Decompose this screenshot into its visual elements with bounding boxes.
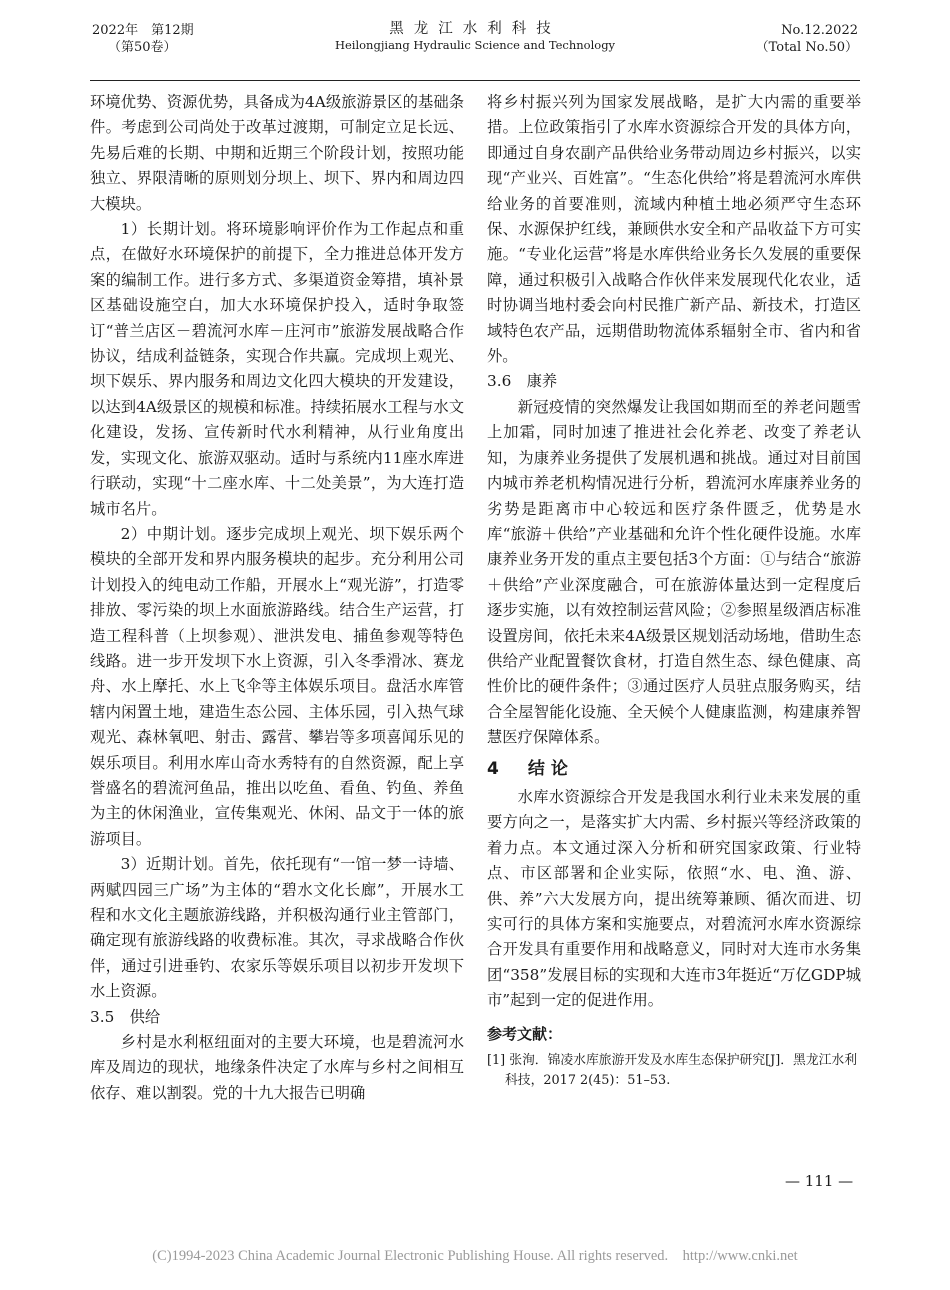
header-left — [92, 22, 194, 56]
paragraph-short-term-plan: 3）近期计划。首先，依托现有“一馆一梦一诗墙、两赋四园三广场”为主体的“碧水文化长廊”，开展水工程和水文化主题旅游线路，并积极沟通行业主管部门，确定现有旅游线路的收费标准。其次，寻求战略合作伙伴，通过引进垂钓、农家乐等娱乐项目以初步开发坝下水上资源。 — [90, 855, 464, 1001]
header-rule — [90, 80, 860, 81]
paragraph-mid-term-plan: 2）中期计划。逐步完成坝上观光、坝下娱乐两个模块的全部开发和界内服务模块的起步。充分利用公司计划投入的纯电动工作船，开展水上“观光游”，打造零排放、零污染的坝上水面旅游路线。结合生产运营，打造工程科普（上坝参观）、泄洪发电、捕鱼参观等特色线路。进一步开发坝下水上资源，引入冬季滑冰、赛龙舟、水上摩托、水上飞伞等主体娱乐项目。盘活水库管辖内闲置土地，建造生态公园、主体乐园，引入热气球观光、森林氧吧、射击、露营、攀岩等多项喜闻乐见的娱乐项目。利用水库山奇水秀特有的自然资源，配上享誉盛名的碧流河鱼品，推出以吃鱼、看鱼、钓鱼、养鱼为主的休闲渔业，宣传集观光、休闲、品文于一体的旅游项目。 — [90, 524, 464, 848]
paragraph-long-term-plan: 1）长期计划。将环境影响评价作为工作起点和重点，在做好水环境保护的前提下，全力推进总体开发方案的编制工作。进行多方式、多渠道资金筹措，填补景区基础设施空白，加大水环境保护投入，适时争取签订“普兰店区－碧流河水库－庄河市”旅游发展战略合作协议，结成利益链条，实现合作共赢。完成坝上观光、坝下娱乐、界内服务和周边文化四大模块的开发建设，以达到4A级景区的规模和标准。持续拓展水工程与水文化建设，发扬、宣传新时代水利精神，从行业角度出发，实现文化、旅游双驱动。适时与系统内11座水库进行联动，实现“十二座水库、十二处美景”，为大连打造城市名片。 — [90, 220, 464, 518]
copyright-watermark: (C)1994-2023 China Academic Journal Electronic Publishing House. All rights reserved. http://www.cnki.net — [152, 1248, 798, 1264]
paragraph-supply-continued: 将乡村振兴列为国家发展战略，是扩大内需的重要举措。上位政策指引了水库水资源综合开发的具体方向，即通过自身农副产品供给业务带动周边乡村振兴，以实现“产业兴、百姓富”。“生态化供给”将是碧流河水库供给业务的首要准则，流域内种植土地必须严守生态环保、水源保护红线，兼顾供水安全和产品收益下方可实施。“专业化运营”将是水库供给业务长久发展的重要保障，通过积极引入战略合作伙伴来发展现代化农业，适时协调当地村委会向村民推广新产品、新技术，打造区域特色农产品，远期借助物流体系辐射全市、省内和省外。 — [487, 93, 861, 366]
references-title: 参考文献： — [487, 1024, 563, 1043]
right-column — [487, 90, 861, 1091]
journal-title-en: Heilongjiang Hydraulic Science and Technology — [334, 38, 616, 52]
journal-title-cn: 黑龙江水利科技 — [389, 21, 561, 37]
section-heading-3-5: 3.5 供给 — [90, 1007, 161, 1026]
total-number: （Total No.50） — [755, 40, 858, 55]
header-center — [250, 20, 700, 52]
header-right — [756, 22, 858, 56]
reference-item: [1] 张洵．锦凌水库旅游开发及水库生态保护研究[J]．黑龙江水利科技，2017 2(45)：51–53. — [487, 1053, 858, 1089]
section-heading-3-6: 3.6 康养 — [487, 372, 558, 391]
paragraph-continued: 环境优势、资源优势，具备成为4A级旅游景区的基础条件。考虑到公司尚处于改革过渡期，可制定立足长远、先易后难的长期、中期和近期三个阶段计划，按照功能独立、界限清晰的原则划分坝上、坝下、界内和周边四大模块。 — [90, 93, 464, 213]
left-column — [90, 90, 464, 1106]
paragraph-conclusion: 水库水资源综合开发是我国水利行业未来发展的重要方向之一，是落实扩大内需、乡村振兴等经济政策的着力点。本文通过深入分析和研究国家政策、行业特点、市区部署和企业实际，依照“水、电、渔、游、供、养”六大发展方向，提出统筹兼顾、循次而进、切实可行的具体方案和实施要点，对碧流河水库水资源综合开发具有重要作用和战略意义，同时对大连市水务集团“358”发展目标的实现和大连市3年挺近“万亿GDP城市”起到一定的促进作用。 — [487, 787, 861, 1010]
issue-number: No.12.2022 — [781, 23, 858, 38]
paragraph-health-care: 新冠疫情的突然爆发让我国如期而至的养老问题雪上加霜，同时加速了推进社会化养老、改变了养老认知，为康养业务提供了发展机遇和挑战。通过对目前国内城市养老机构情况进行分析，碧流河水库康养业务的劣势是距离市中心较远和医疗条件匮乏，优势是水库“旅游＋供给”产业基础和允许个性化硬件设施。水库康养业务开发的重点主要包括3个方面：①与结合“旅游＋供给”产业深度融合，可在旅游体量达到一定程度后逐步实施，以有效控制运营风险；②参照星级酒店标准设置房间，依托未来4A级景区规划活动场地，借助生态供给产业配置餐饮食材，打造自然生态、绿色健康、高性价比的硬件条件；③通过医疗人员驻点服务购买，结合全屋智能化设施、全天候个人健康监测，构建康养智慧医疗保障体系。 — [487, 397, 861, 747]
issue-year: 2022年 第12期 — [92, 23, 194, 38]
section-heading-4: 4 结论 — [487, 758, 574, 779]
paragraph-supply: 乡村是水利枢纽面对的主要大环境，也是碧流河水库及周边的现状，地缘条件决定了水库与乡村之间相互依存、难以割裂。党的十九大报告已明确 — [90, 1033, 464, 1102]
volume: （第50卷） — [108, 40, 177, 55]
page-number: — 111 — — [785, 1172, 854, 1190]
